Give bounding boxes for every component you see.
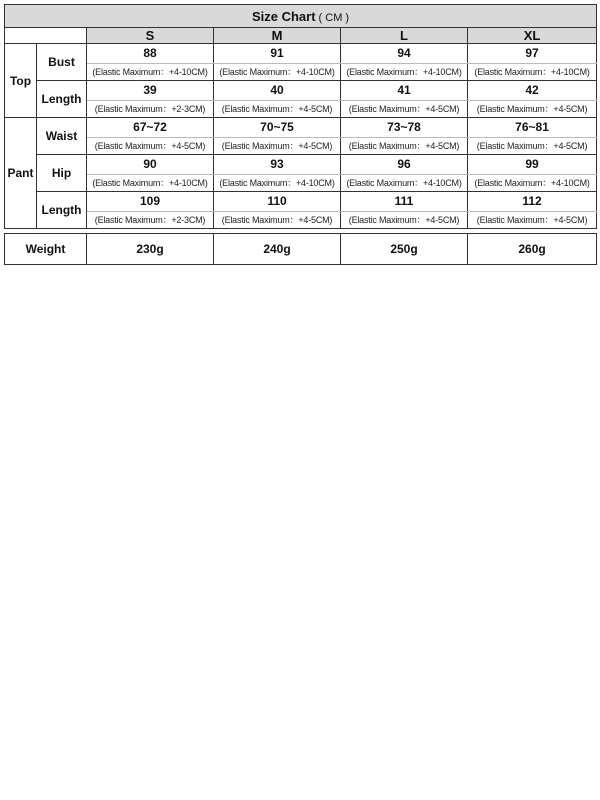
value-cell: 110 bbox=[214, 192, 341, 212]
elastic-note: (Elastic Maximum：+4-5CM) bbox=[468, 137, 597, 154]
table-row bbox=[5, 211, 597, 228]
elastic-note: (Elastic Maximum：+4-10CM) bbox=[87, 174, 214, 191]
weight-label: Weight bbox=[5, 234, 87, 265]
elastic-note: (Elastic Maximum：+4-5CM) bbox=[468, 211, 597, 228]
value-cell: 93 bbox=[214, 155, 341, 175]
elastic-note: (Elastic Maximum：+4-10CM) bbox=[341, 63, 468, 80]
size-header-l: L bbox=[341, 28, 468, 44]
value-cell: 39 bbox=[87, 81, 214, 101]
title-text: Size Chart bbox=[251, 8, 316, 24]
measure-waist: Waist bbox=[37, 118, 87, 155]
group-top: Top bbox=[5, 44, 37, 118]
size-table bbox=[4, 4, 597, 265]
size-chart bbox=[4, 4, 596, 265]
value-cell: 112 bbox=[468, 192, 597, 212]
weight-row bbox=[5, 234, 597, 265]
table-row bbox=[5, 174, 597, 191]
value-cell: 111 bbox=[341, 192, 468, 212]
elastic-note: (Elastic Maximum：+4-10CM) bbox=[468, 63, 597, 80]
table-row bbox=[5, 44, 597, 64]
table-row bbox=[5, 81, 597, 101]
elastic-note: (Elastic Maximum：+4-5CM) bbox=[214, 137, 341, 154]
value-cell: 99 bbox=[468, 155, 597, 175]
table-row bbox=[5, 137, 597, 154]
size-header-xl: XL bbox=[468, 28, 597, 44]
elastic-note: (Elastic Maximum：+4-5CM) bbox=[341, 211, 468, 228]
table-row bbox=[5, 192, 597, 212]
table-body bbox=[5, 44, 597, 229]
value-cell: 76~81 bbox=[468, 118, 597, 138]
header-blank bbox=[5, 28, 87, 44]
value-cell: 96 bbox=[341, 155, 468, 175]
elastic-note: (Elastic Maximum：+4-5CM) bbox=[341, 100, 468, 117]
value-cell: 88 bbox=[87, 44, 214, 64]
value-cell: 73~78 bbox=[341, 118, 468, 138]
value-cell: 97 bbox=[468, 44, 597, 64]
weight-value: 230g bbox=[87, 234, 214, 265]
measure-bust: Bust bbox=[37, 44, 87, 81]
size-header-s: S bbox=[87, 28, 214, 44]
value-cell: 67~72 bbox=[87, 118, 214, 138]
measure-pant-length: Length bbox=[37, 192, 87, 229]
value-cell: 91 bbox=[214, 44, 341, 64]
weight-value: 260g bbox=[468, 234, 597, 265]
value-cell: 70~75 bbox=[214, 118, 341, 138]
elastic-note: (Elastic Maximum：+4-10CM) bbox=[214, 174, 341, 191]
table-row bbox=[5, 118, 597, 138]
elastic-note: (Elastic Maximum：+4-10CM) bbox=[341, 174, 468, 191]
table-row bbox=[5, 63, 597, 80]
elastic-note: (Elastic Maximum：+4-5CM) bbox=[87, 137, 214, 154]
elastic-note: (Elastic Maximum：+2-3CM) bbox=[87, 211, 214, 228]
elastic-note: (Elastic Maximum：+4-5CM) bbox=[468, 100, 597, 117]
value-cell: 41 bbox=[341, 81, 468, 101]
value-cell: 109 bbox=[87, 192, 214, 212]
table-row bbox=[5, 155, 597, 175]
elastic-note: (Elastic Maximum：+4-10CM) bbox=[87, 63, 214, 80]
chart-title bbox=[5, 5, 597, 28]
size-header-m: M bbox=[214, 28, 341, 44]
value-cell: 94 bbox=[341, 44, 468, 64]
elastic-note: (Elastic Maximum：+4-5CM) bbox=[214, 100, 341, 117]
elastic-note: (Elastic Maximum：+4-10CM) bbox=[214, 63, 341, 80]
value-cell: 42 bbox=[468, 81, 597, 101]
measure-top-length: Length bbox=[37, 81, 87, 118]
elastic-note: (Elastic Maximum：+4-5CM) bbox=[214, 211, 341, 228]
elastic-note: (Elastic Maximum：+2-3CM) bbox=[87, 100, 214, 117]
table-row bbox=[5, 100, 597, 117]
value-cell: 90 bbox=[87, 155, 214, 175]
unit-text: ( CM ) bbox=[318, 11, 350, 24]
value-cell: 40 bbox=[214, 81, 341, 101]
weight-value: 240g bbox=[214, 234, 341, 265]
group-pant: Pant bbox=[5, 118, 37, 229]
elastic-note: (Elastic Maximum：+4-10CM) bbox=[468, 174, 597, 191]
elastic-note: (Elastic Maximum：+4-5CM) bbox=[341, 137, 468, 154]
weight-value: 250g bbox=[341, 234, 468, 265]
measure-hip: Hip bbox=[37, 155, 87, 192]
